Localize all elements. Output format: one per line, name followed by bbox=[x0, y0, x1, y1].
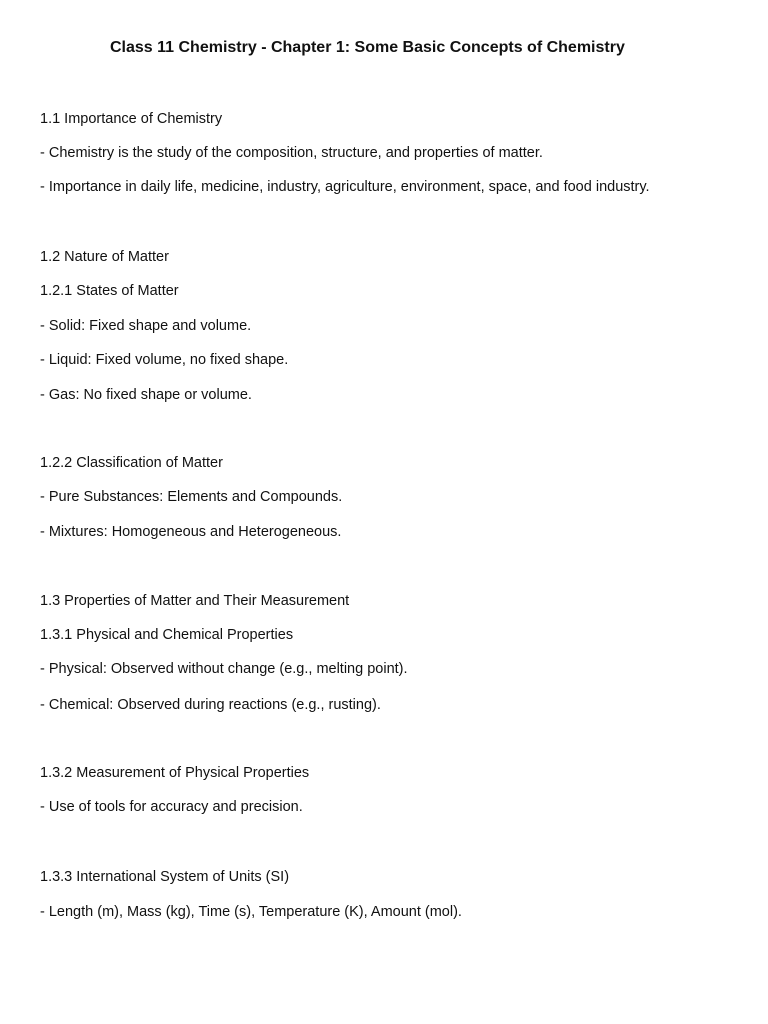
bullet-text: - Liquid: Fixed volume, no fixed shape. bbox=[40, 352, 289, 368]
subsection-heading: 1.3.3 International System of Units (SI) bbox=[40, 869, 290, 885]
bullet-text: - Importance in daily life, medicine, industry, agriculture, environment, space, and food industry. bbox=[40, 179, 650, 195]
bullet-text: - Mixtures: Homogeneous and Heterogeneous. bbox=[40, 524, 342, 540]
subsection-heading: 1.3.1 Physical and Chemical Properties bbox=[40, 627, 294, 643]
bullet-text: - Physical: Observed without change (e.g., melting point). bbox=[40, 661, 408, 677]
section-heading: 1.2 Nature of Matter bbox=[40, 249, 169, 265]
bullet-text: - Solid: Fixed shape and volume. bbox=[40, 318, 252, 334]
bullet-text: - Chemical: Observed during reactions (e.g., rusting). bbox=[40, 697, 381, 713]
section-heading: 1.3 Properties of Matter and Their Measurement bbox=[40, 593, 350, 609]
bullet-text: - Use of tools for accuracy and precision. bbox=[40, 799, 303, 815]
bullet-text: - Gas: No fixed shape or volume. bbox=[40, 387, 252, 403]
document-title: Class 11 Chemistry - Chapter 1: Some Basic Concepts of Chemistry bbox=[110, 39, 625, 56]
subsection-heading: 1.2.2 Classification of Matter bbox=[40, 455, 223, 471]
subsection-heading: 1.3.2 Measurement of Physical Properties bbox=[40, 765, 310, 781]
bullet-text: - Length (m), Mass (kg), Time (s), Temperature (K), Amount (mol). bbox=[40, 904, 462, 920]
section-heading: 1.1 Importance of Chemistry bbox=[40, 111, 223, 127]
bullet-text: - Pure Substances: Elements and Compounds. bbox=[40, 489, 343, 505]
subsection-heading: 1.2.1 States of Matter bbox=[40, 283, 179, 299]
bullet-text: - Chemistry is the study of the composition, structure, and properties of matter. bbox=[40, 145, 543, 161]
